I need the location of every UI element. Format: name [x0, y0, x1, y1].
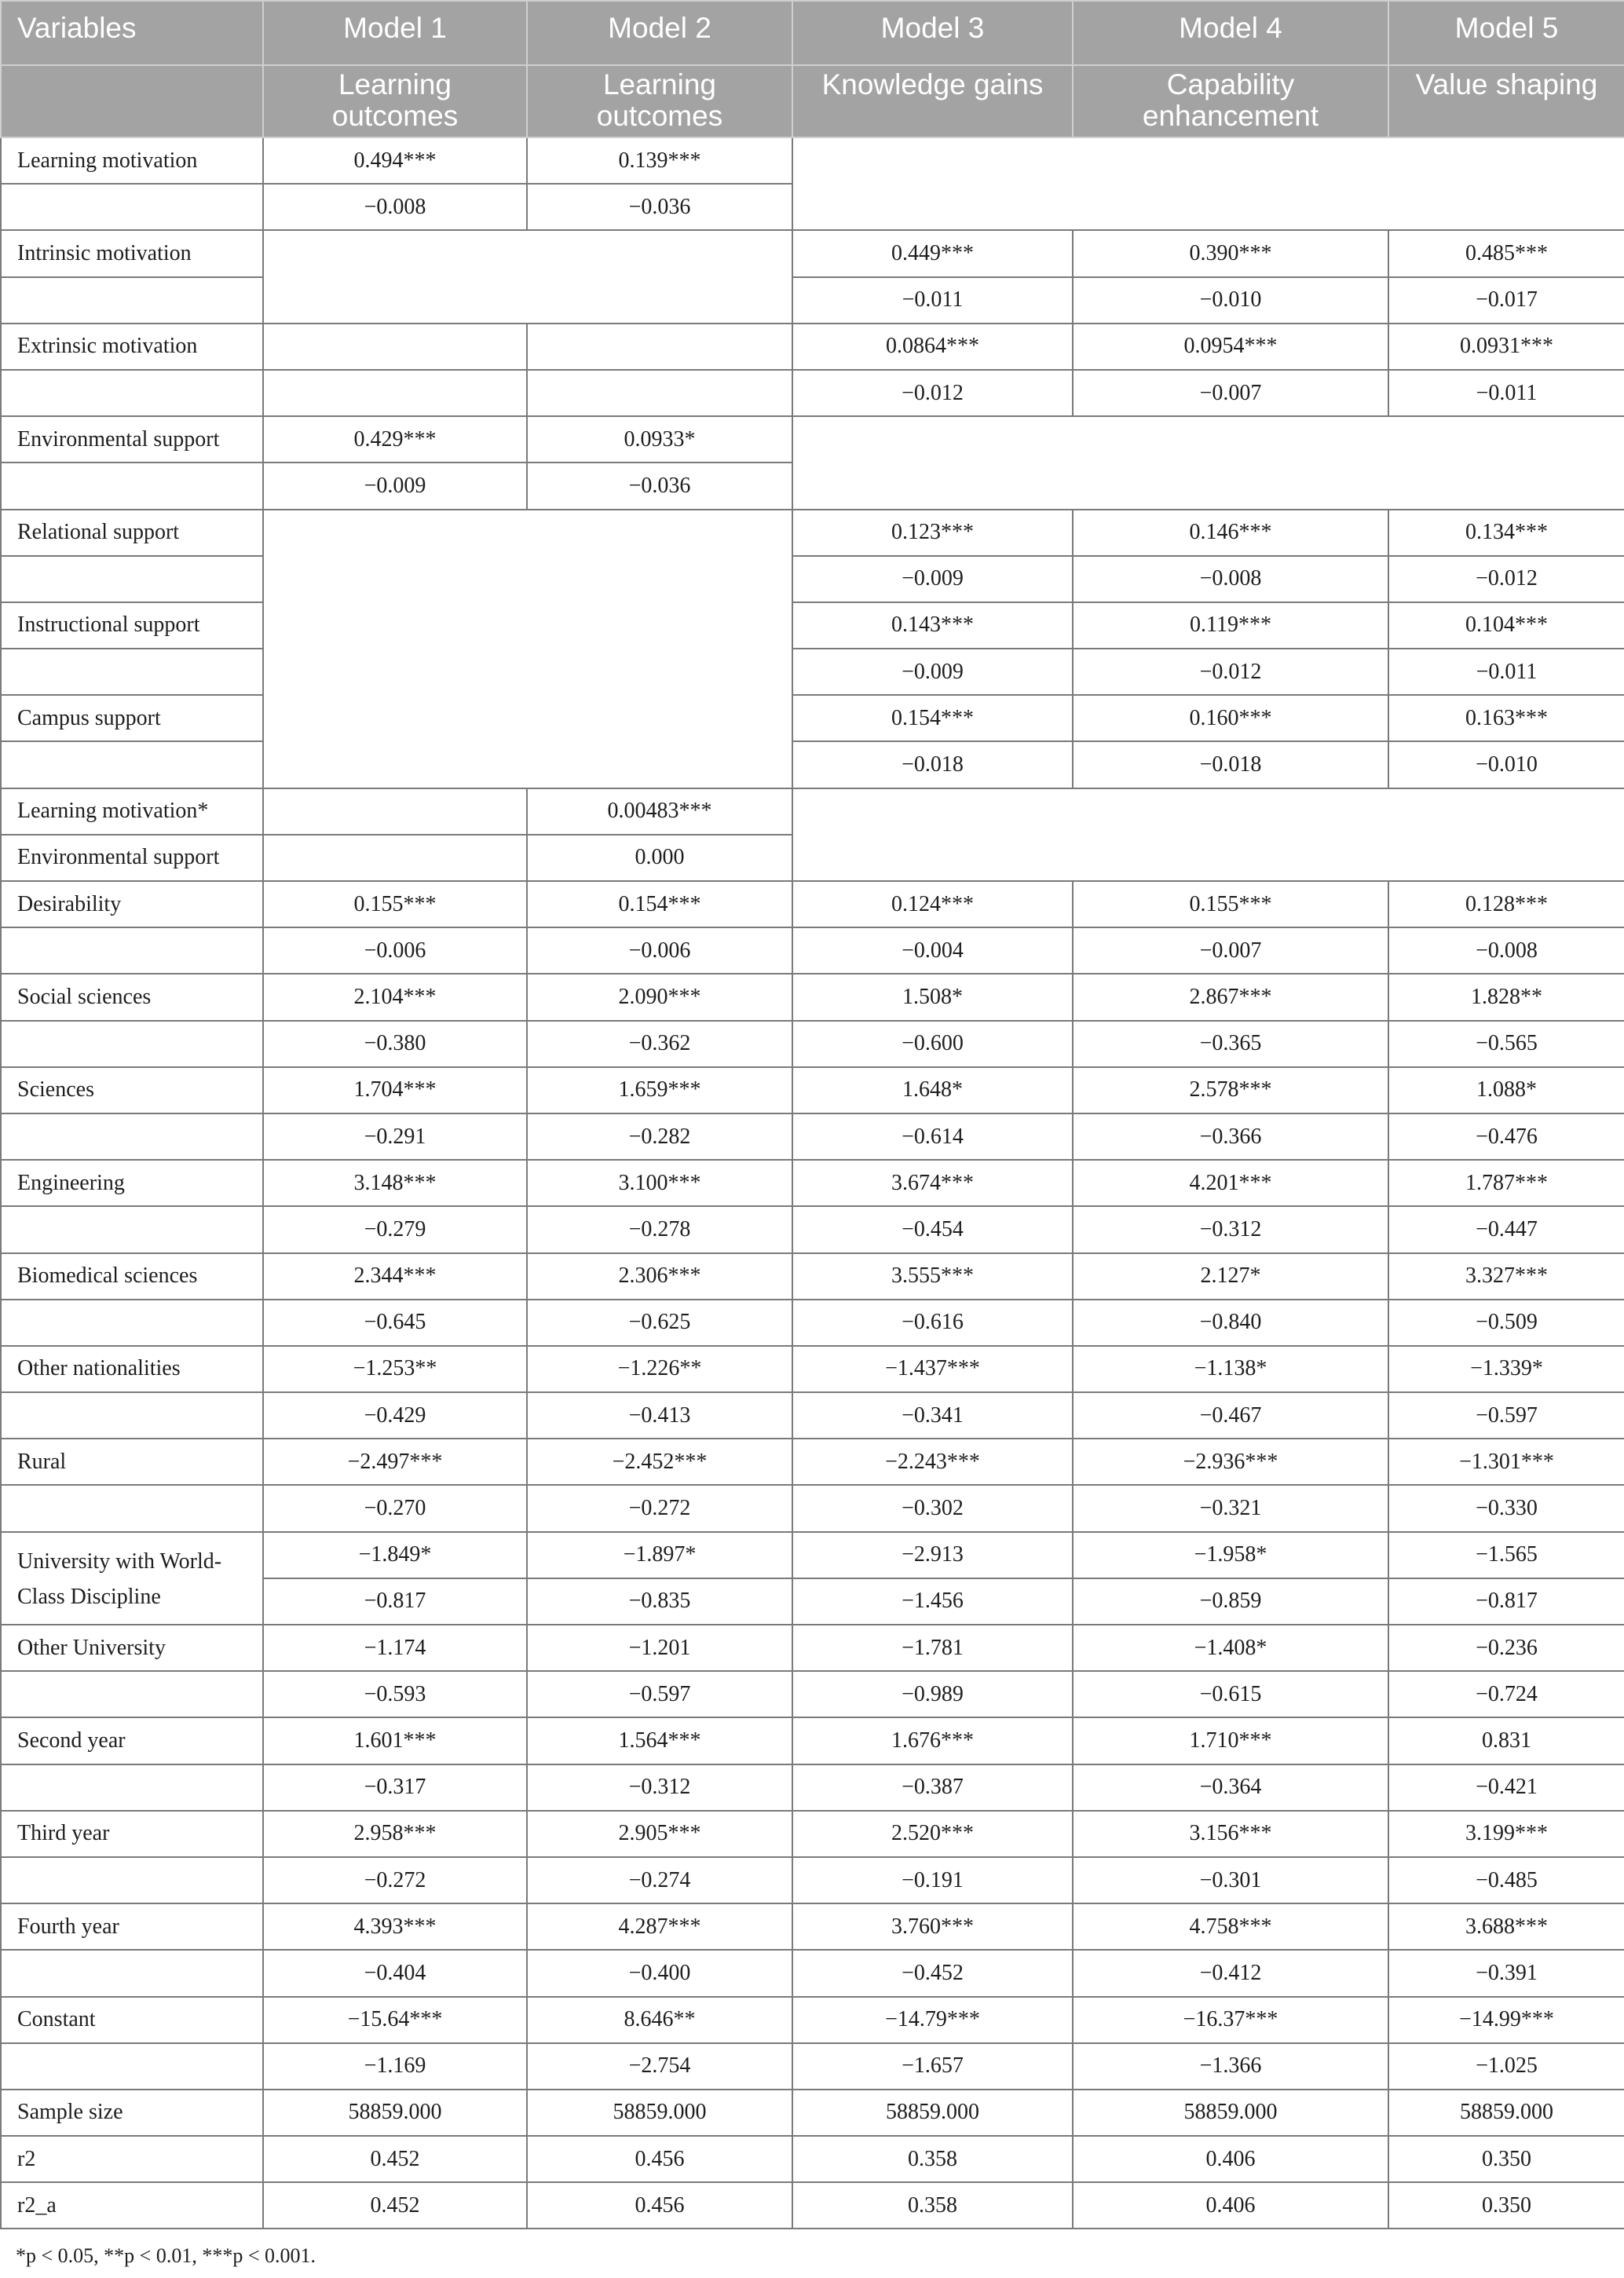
coef-cell: −15.64***	[263, 1997, 527, 2043]
row-label-blank	[1, 2043, 263, 2090]
se-cell: −0.467	[1073, 1392, 1388, 1439]
row-label: Instructional support	[1, 602, 263, 649]
se-cell: −0.270	[263, 1485, 527, 1531]
row-label-blank	[1, 649, 263, 695]
row-label-blank	[1, 556, 263, 602]
se-cell: −2.754	[527, 2043, 792, 2090]
coef-cell: 1.828**	[1388, 974, 1624, 1020]
se-cell: −0.597	[527, 1671, 792, 1717]
table-row	[1, 1206, 1624, 1252]
coef-cell: 2.344***	[263, 1253, 527, 1300]
variables-column-header: Variables	[1, 1, 263, 65]
row-label: Fourth year	[1, 1903, 263, 1950]
model-4-outcome-header: Capability enhancement	[1073, 65, 1388, 137]
coef-cell: 1.088*	[1388, 1067, 1624, 1113]
se-cell: −0.625	[527, 1300, 792, 1346]
coef-cell: −1.138*	[1073, 1346, 1388, 1392]
table-row	[1, 416, 1624, 463]
table-row	[1, 1113, 1624, 1160]
table-row	[1, 741, 1624, 788]
se-cell: −0.007	[1073, 927, 1388, 974]
empty-cell	[792, 416, 1624, 509]
variables-header-blank	[1, 65, 263, 137]
se-cell: −0.012	[1388, 556, 1624, 602]
se-cell: −0.007	[1073, 370, 1388, 416]
coef-cell: −1.339*	[1388, 1346, 1624, 1392]
row-label: Second year	[1, 1717, 263, 1764]
coef-cell: 3.148***	[263, 1160, 527, 1206]
coef-cell: 0.163***	[1388, 695, 1624, 741]
table-row	[1, 1439, 1624, 1485]
coef-cell: −1.174	[263, 1625, 527, 1671]
row-label: Extrinsic motivation	[1, 324, 263, 370]
row-label: Sciences	[1, 1067, 263, 1113]
coef-cell: −14.99***	[1388, 1997, 1624, 2043]
table-row	[1, 1021, 1624, 1067]
se-cell: −0.817	[1388, 1578, 1624, 1625]
se-cell: −0.012	[792, 370, 1073, 416]
row-label-blank	[1, 1392, 263, 1439]
coef-cell: 1.676***	[792, 1717, 1073, 1764]
se-cell: −0.018	[1073, 741, 1388, 788]
row-label: Other nationalities	[1, 1346, 263, 1392]
se-cell: −0.278	[527, 1206, 792, 1252]
table-row	[1, 1346, 1624, 1392]
row-label: Environmental support	[1, 416, 263, 463]
table-row	[1, 2090, 1624, 2136]
se-cell: −0.364	[1073, 1764, 1388, 1811]
coef-cell: 0.0933*	[527, 416, 792, 463]
se-cell: −0.485	[1388, 1857, 1624, 1903]
se-cell: −0.365	[1073, 1021, 1388, 1067]
coef-cell: 1.659***	[527, 1067, 792, 1113]
row-label: Learning motivation*	[1, 788, 263, 835]
footnote: *p < 0.05, **p < 0.01, ***p < 0.001.	[16, 2244, 316, 2267]
table-row	[1, 2136, 1624, 2182]
coef-cell: −2.243***	[792, 1439, 1073, 1485]
se-cell: −0.291	[263, 1113, 527, 1160]
table-row	[1, 1392, 1624, 1439]
row-label-blank	[1, 1300, 263, 1346]
coef-cell: 0.134***	[1388, 510, 1624, 556]
se-cell: −0.387	[792, 1764, 1073, 1811]
coef-cell: 1.601***	[263, 1717, 527, 1764]
se-cell: −0.004	[792, 927, 1073, 974]
coef-cell: −1.301***	[1388, 1439, 1624, 1485]
row-label: r2	[1, 2136, 263, 2182]
se-cell: −1.657	[792, 2043, 1073, 2090]
stat-cell: 0.456	[527, 2136, 792, 2182]
se-cell: −0.447	[1388, 1206, 1624, 1252]
coef-cell: −1.226**	[527, 1346, 792, 1392]
coef-cell: 0.139***	[527, 137, 792, 184]
model-1-header: Model 1	[263, 1, 527, 65]
se-cell: −0.017	[1388, 277, 1624, 324]
coef-cell: 8.646**	[527, 1997, 792, 2043]
table-row	[1, 1671, 1624, 1717]
se-cell: −0.597	[1388, 1392, 1624, 1439]
table-row	[1, 1903, 1624, 1950]
row-label-blank	[1, 463, 263, 509]
coef-cell: 0.0931***	[1388, 324, 1624, 370]
stat-cell: 0.350	[1388, 2182, 1624, 2229]
row-label: Rural	[1, 1439, 263, 1485]
coef-cell: −2.913	[792, 1532, 1073, 1578]
coef-cell: 0.128***	[1388, 881, 1624, 927]
table-row	[1, 1300, 1624, 1346]
row-label: Other University	[1, 1625, 263, 1671]
coef-cell: 0.124***	[792, 881, 1073, 927]
se-cell: −0.859	[1073, 1578, 1388, 1625]
model-3-outcome-header: Knowledge gains	[792, 65, 1073, 137]
se-cell: −0.009	[263, 463, 527, 509]
table-row	[1, 1764, 1624, 1811]
se-cell: −0.302	[792, 1485, 1073, 1531]
coef-cell: 0.146***	[1073, 510, 1388, 556]
stat-cell: 58859.000	[527, 2090, 792, 2136]
row-label: Campus support	[1, 695, 263, 741]
se-cell: −0.380	[263, 1021, 527, 1067]
table-row	[1, 1532, 1624, 1578]
coef-cell: 0.429***	[263, 416, 527, 463]
row-label: Intrinsic motivation	[1, 230, 263, 276]
se-cell: −0.835	[527, 1578, 792, 1625]
empty-cell	[263, 324, 527, 370]
row-label: Desirability	[1, 881, 263, 927]
row-label-blank	[1, 1671, 263, 1717]
coef-cell: 1.508*	[792, 974, 1073, 1020]
coef-cell: 2.578***	[1073, 1067, 1388, 1113]
model-3-header: Model 3	[792, 1, 1073, 65]
coef-cell: −1.253**	[263, 1346, 527, 1392]
coef-cell: −16.37***	[1073, 1997, 1388, 2043]
coef-cell: 3.156***	[1073, 1811, 1388, 1857]
se-cell: −0.452	[792, 1950, 1073, 1996]
table-row	[1, 324, 1624, 370]
se-cell: −0.362	[527, 1021, 792, 1067]
se-cell: −0.413	[527, 1392, 792, 1439]
se-cell: −0.011	[1388, 649, 1624, 695]
table-header	[1, 1, 1624, 137]
coef-cell: −14.79***	[792, 1997, 1073, 2043]
coef-cell: 4.393***	[263, 1903, 527, 1950]
stat-cell: 0.452	[263, 2136, 527, 2182]
se-cell: −0.412	[1073, 1950, 1388, 1996]
table-row	[1, 788, 1624, 835]
se-cell: −0.008	[1073, 556, 1388, 602]
coef-cell: 2.127*	[1073, 1253, 1388, 1300]
row-label-blank	[1, 184, 263, 230]
se-cell: −0.614	[792, 1113, 1073, 1160]
coef-cell: −1.565	[1388, 1532, 1624, 1578]
table-row	[1, 277, 1624, 324]
row-label: r2_a	[1, 2182, 263, 2229]
coef-cell: −1.408*	[1073, 1625, 1388, 1671]
table-body	[1, 137, 1624, 881]
stat-cell: 58859.000	[1388, 2090, 1624, 2136]
table-row	[1, 695, 1624, 741]
table-row	[1, 927, 1624, 974]
coef-cell: 2.306***	[527, 1253, 792, 1300]
row-label-blank	[1, 1021, 263, 1067]
stat-cell: 0.452	[263, 2182, 527, 2229]
coef-cell: 1.704***	[263, 1067, 527, 1113]
stat-cell: 0.358	[792, 2182, 1073, 2229]
se-cell: −0.272	[527, 1485, 792, 1531]
stat-cell: 0.456	[527, 2182, 792, 2229]
coef-cell: 0.390***	[1073, 230, 1388, 276]
se-cell: −1.456	[792, 1578, 1073, 1625]
se-cell: −0.600	[792, 1021, 1073, 1067]
coef-cell: 1.787***	[1388, 1160, 1624, 1206]
coef-cell: 1.710***	[1073, 1717, 1388, 1764]
coef-cell: 0.449***	[792, 230, 1073, 276]
row-label: Social sciences	[1, 974, 263, 1020]
coef-cell: 0.0954***	[1073, 324, 1388, 370]
row-label-blank	[1, 1764, 263, 1811]
table-row	[1, 974, 1624, 1020]
empty-cell	[792, 137, 1624, 230]
stats-body	[1, 2090, 1624, 2229]
coef-cell: 4.201***	[1073, 1160, 1388, 1206]
se-cell: −0.301	[1073, 1857, 1388, 1903]
row-label-blank	[1, 1485, 263, 1531]
table-row	[1, 1997, 1624, 2043]
se-cell: −0.724	[1388, 1671, 1624, 1717]
row-label-blank	[1, 1113, 263, 1160]
stat-cell: 58859.000	[792, 2090, 1073, 2136]
coef-cell: 3.674***	[792, 1160, 1073, 1206]
row-label-blank	[1, 277, 263, 324]
coef-cell: 1.564***	[527, 1717, 792, 1764]
se-cell: −0.279	[263, 1206, 527, 1252]
coef-cell: 0.143***	[792, 602, 1073, 649]
se-cell: −0.421	[1388, 1764, 1624, 1811]
se-cell: −0.321	[1073, 1485, 1388, 1531]
coef-cell: 0.485***	[1388, 230, 1624, 276]
se-cell: −0.018	[792, 741, 1073, 788]
coef-cell: 2.520***	[792, 1811, 1073, 1857]
table-row	[1, 1485, 1624, 1531]
coef-cell: 0.494***	[263, 137, 527, 184]
empty-cell	[263, 370, 527, 416]
coef-cell: 3.100***	[527, 1160, 792, 1206]
coef-cell: 0.104***	[1388, 602, 1624, 649]
model-1-outcome-header: Learning outcomes	[263, 65, 527, 137]
empty-cell	[263, 835, 527, 881]
table-row	[1, 1253, 1624, 1300]
row-label: Third year	[1, 1811, 263, 1857]
controls-body	[1, 881, 1624, 2090]
se-cell: −0.989	[792, 1671, 1073, 1717]
stat-cell: 0.406	[1073, 2136, 1388, 2182]
coef-cell: 0.123***	[792, 510, 1073, 556]
se-cell: 0.000	[527, 835, 792, 881]
coef-cell: −1.781	[792, 1625, 1073, 1671]
table-row	[1, 2182, 1624, 2229]
stat-cell: 58859.000	[263, 2090, 527, 2136]
se-cell: −0.565	[1388, 1021, 1624, 1067]
coef-cell: −0.236	[1388, 1625, 1624, 1671]
se-cell: −1.169	[263, 2043, 527, 2090]
table-row	[1, 370, 1624, 416]
se-cell: −0.006	[263, 927, 527, 974]
model-2-outcome-header: Learning outcomes	[527, 65, 792, 137]
se-cell: −0.509	[1388, 1300, 1624, 1346]
stat-cell: 0.406	[1073, 2182, 1388, 2229]
coef-cell: 0.154***	[527, 881, 792, 927]
coef-cell: −1.958*	[1073, 1532, 1388, 1578]
empty-cell	[263, 230, 792, 323]
se-cell: −0.616	[792, 1300, 1073, 1346]
coef-cell: 0.155***	[263, 881, 527, 927]
table-row	[1, 881, 1624, 927]
se-cell: −0.009	[792, 556, 1073, 602]
row-label-blank	[1, 1950, 263, 1996]
se-cell: −0.191	[792, 1857, 1073, 1903]
se-cell: −1.025	[1388, 2043, 1624, 2090]
row-label: Environmental support	[1, 835, 263, 881]
coef-cell: 2.867***	[1073, 974, 1388, 1020]
model-2-header: Model 2	[527, 1, 792, 65]
se-cell: −0.391	[1388, 1950, 1624, 1996]
table-row	[1, 649, 1624, 695]
table-row	[1, 1067, 1624, 1113]
se-cell: −0.274	[527, 1857, 792, 1903]
coef-cell: −2.497***	[263, 1439, 527, 1485]
coef-cell: 0.0864***	[792, 324, 1073, 370]
coef-cell: 3.760***	[792, 1903, 1073, 1950]
se-cell: −0.817	[263, 1578, 527, 1625]
se-cell: −0.400	[527, 1950, 792, 1996]
coef-cell: 3.688***	[1388, 1903, 1624, 1950]
row-label-blank	[1, 741, 263, 788]
se-cell: −0.008	[1388, 927, 1624, 974]
model-5-outcome-header: Value shaping	[1388, 65, 1624, 137]
coef-cell: 2.958***	[263, 1811, 527, 1857]
se-cell: −0.366	[1073, 1113, 1388, 1160]
table-row	[1, 1160, 1624, 1206]
coef-cell: 4.287***	[527, 1903, 792, 1950]
se-cell: −0.454	[792, 1206, 1073, 1252]
row-label: Relational support	[1, 510, 263, 556]
table-row	[1, 510, 1624, 556]
se-cell: −0.008	[263, 184, 527, 230]
row-label: Sample size	[1, 2090, 263, 2136]
empty-cell	[792, 788, 1624, 881]
table-row	[1, 230, 1624, 276]
se-cell: −0.312	[527, 1764, 792, 1811]
coef-cell: 0.155***	[1073, 881, 1388, 927]
se-cell: −0.404	[263, 1950, 527, 1996]
coef-cell: −1.201	[527, 1625, 792, 1671]
empty-cell	[263, 788, 527, 835]
se-cell: −0.010	[1073, 277, 1388, 324]
table-row	[1, 1625, 1624, 1671]
coef-cell: 0.119***	[1073, 602, 1388, 649]
table-row	[1, 556, 1624, 602]
row-label: Constant	[1, 1997, 263, 2043]
se-cell: −0.330	[1388, 1485, 1624, 1531]
stat-cell: 0.358	[792, 2136, 1073, 2182]
se-cell: −0.010	[1388, 741, 1624, 788]
table-row	[1, 1717, 1624, 1764]
row-label-blank	[1, 370, 263, 416]
empty-cell	[263, 510, 792, 788]
stat-cell: 0.350	[1388, 2136, 1624, 2182]
table-row	[1, 602, 1624, 649]
se-cell: −1.366	[1073, 2043, 1388, 2090]
table-row	[1, 1811, 1624, 1857]
se-cell: −0.341	[792, 1392, 1073, 1439]
se-cell: −0.312	[1073, 1206, 1388, 1252]
coef-cell: −1.849*	[263, 1532, 527, 1578]
coef-cell: 2.090***	[527, 974, 792, 1020]
coef-cell: 3.555***	[792, 1253, 1073, 1300]
coef-cell: 0.160***	[1073, 695, 1388, 741]
model-5-header: Model 5	[1388, 1, 1624, 65]
coef-cell: −2.452***	[527, 1439, 792, 1485]
se-cell: −0.006	[527, 927, 792, 974]
coef-cell: 2.104***	[263, 974, 527, 1020]
se-cell: −0.011	[1388, 370, 1624, 416]
coef-cell: −2.936***	[1073, 1439, 1388, 1485]
se-cell: −0.840	[1073, 1300, 1388, 1346]
coef-cell: 0.831	[1388, 1717, 1624, 1764]
se-cell: −0.593	[263, 1671, 527, 1717]
coef-cell: 2.905***	[527, 1811, 792, 1857]
coef-cell: 1.648*	[792, 1067, 1073, 1113]
row-label: University with World-Class Discipline	[1, 1532, 263, 1625]
se-cell: −0.272	[263, 1857, 527, 1903]
table-row	[1, 1950, 1624, 1996]
coef-cell: 3.199***	[1388, 1811, 1624, 1857]
coef-cell: 3.327***	[1388, 1253, 1624, 1300]
table-row	[1, 137, 1624, 184]
row-label: Learning motivation	[1, 137, 263, 184]
se-cell: −0.429	[263, 1392, 527, 1439]
coef-cell: 0.154***	[792, 695, 1073, 741]
model-4-header: Model 4	[1073, 1, 1388, 65]
se-cell: −0.011	[792, 277, 1073, 324]
se-cell: −0.645	[263, 1300, 527, 1346]
row-label-blank	[1, 927, 263, 974]
se-cell: −0.036	[527, 184, 792, 230]
row-label-blank	[1, 1206, 263, 1252]
coef-cell: 0.00483***	[527, 788, 792, 835]
empty-cell	[527, 324, 792, 370]
row-label: Engineering	[1, 1160, 263, 1206]
se-cell: −0.476	[1388, 1113, 1624, 1160]
se-cell: −0.009	[792, 649, 1073, 695]
coef-cell: 4.758***	[1073, 1903, 1388, 1950]
stat-cell: 58859.000	[1073, 2090, 1388, 2136]
row-label: Biomedical sciences	[1, 1253, 263, 1300]
coef-cell: −1.437***	[792, 1346, 1073, 1392]
row-label-blank	[1, 1857, 263, 1903]
se-cell: −0.317	[263, 1764, 527, 1811]
se-cell: −0.036	[527, 463, 792, 509]
table-row	[1, 1857, 1624, 1903]
table-row	[1, 2043, 1624, 2090]
coef-cell: −1.897*	[527, 1532, 792, 1578]
se-cell: −0.615	[1073, 1671, 1388, 1717]
se-cell: −0.282	[527, 1113, 792, 1160]
se-cell: −0.012	[1073, 649, 1388, 695]
empty-cell	[527, 370, 792, 416]
